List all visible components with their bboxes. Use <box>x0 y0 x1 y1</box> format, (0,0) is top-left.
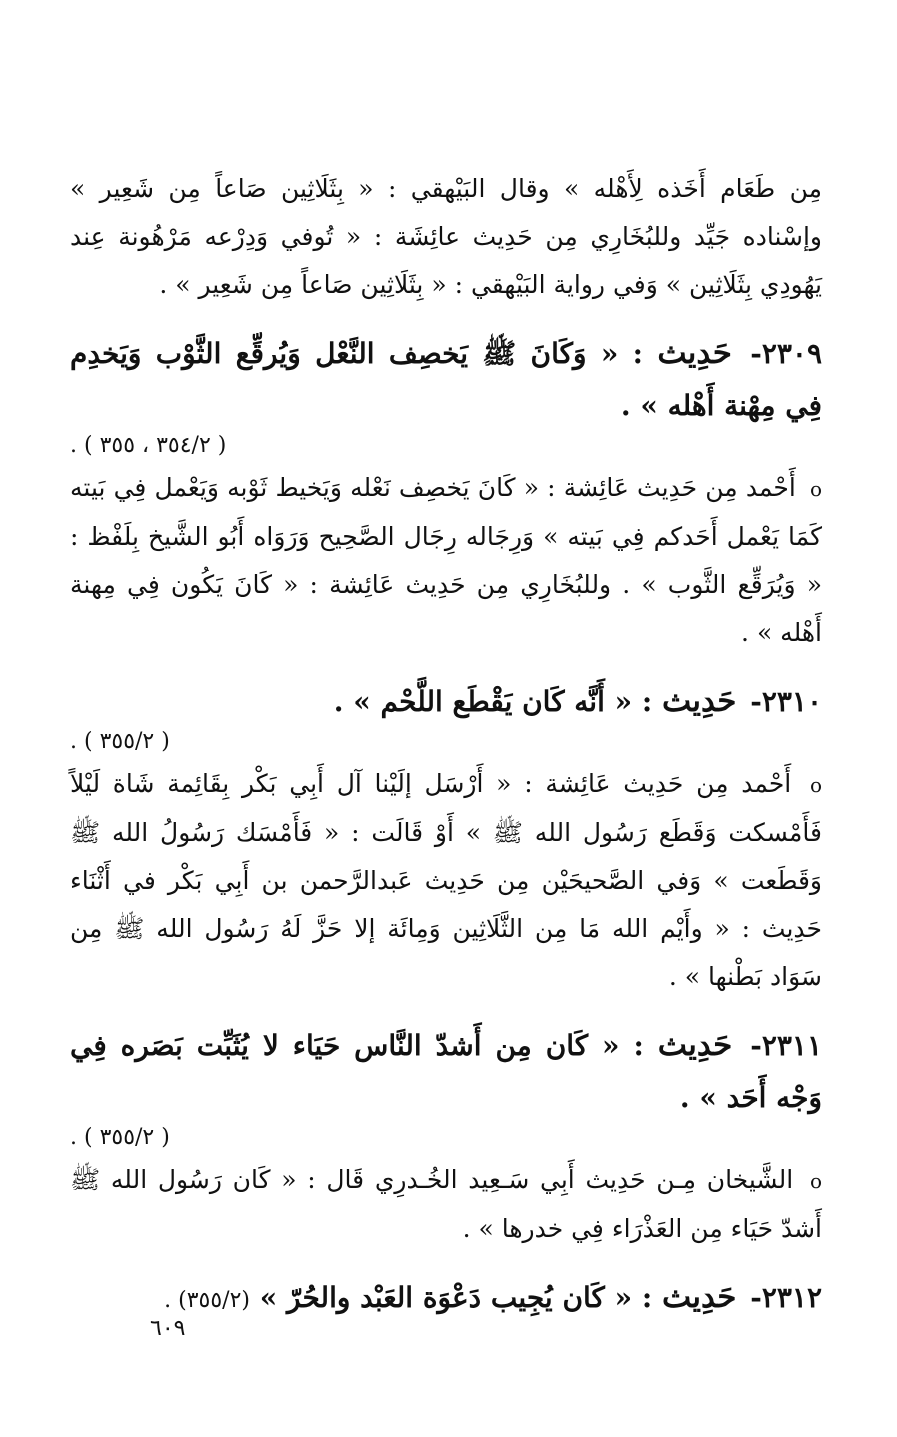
hadith-number: ٢٣٠٩- <box>750 337 822 370</box>
page-number: ٦٠٩ <box>150 1316 186 1341</box>
hadith-note <box>70 464 822 657</box>
bullet-icon: o <box>809 1169 822 1193</box>
hadith-text: : « أَنَّه كَان يَقْطَع اللَّحْم » . <box>333 685 653 718</box>
hadith-keyword: حَدِيث <box>661 1279 737 1315</box>
page-body <box>70 165 822 1327</box>
hadith-entry-2310 <box>70 675 822 1001</box>
hadith-reference: (٣٥٥/٢) . <box>164 1288 251 1313</box>
hadith-note <box>70 1156 822 1253</box>
hadith-note-text: الشَّيخان مِـن حَدِيث أَبِي سَـعِيد الخُـدرِي قَال : « كَان رَسُول الله ﷺ أَشدّ حَيَاء مِن العَذْرَاء فِي خدرها » . <box>70 1165 822 1243</box>
hadith-keyword: حَدِيث <box>657 1027 733 1063</box>
hadith-note-text: أَحْمد مِن حَدِيث عَائِشة : « أَرْسَل إلَيْنا آل أَبِي بَكْر بِقَائِمة شَاة لَيْلاً فَأَمْسكت وَقَطَع رَسُول الله ﷺ » أَوْ قَالَت : « فَأَمْسَك رَسُولُ الله ﷺ وَقَطَعت » وَفي الصَّحيحَيْن مِن حَدِيث عَبدالرَّحمن بن أَبِي بَكْر في أَثْنَاء حَدِيث : « وأَيْم الله مَا مِن الثَّلَاثِين وَمِائَة إلا حَزَّ لَهُ رَسُول الله ﷺ مِن سَوَاد بَطْنها » . <box>70 769 822 991</box>
hadith-reference: ( ٣٥٥/٢ ) . <box>70 1125 170 1150</box>
hadith-number: ٢٣١٢- <box>750 1281 822 1314</box>
hadith-keyword: حَدِيث <box>657 335 732 371</box>
hadith-number: ٢٣١٠- <box>750 685 822 718</box>
hadith-heading <box>70 327 822 464</box>
hadith-reference: ( ٣٥٤/٢ ، ٣٥٥ ) . <box>70 433 227 458</box>
bullet-icon: o <box>809 773 822 797</box>
hadith-heading <box>70 1019 822 1156</box>
hadith-number: ٢٣١١- <box>750 1029 822 1062</box>
hadith-entry-2311 <box>70 1019 822 1253</box>
hadith-reference: ( ٣٥٥/٢ ) . <box>70 729 170 754</box>
intro-paragraph: مِن طَعَام أَخَذه لِأَهْله » وقال البَيْهقي : « بِثَلَاثِين صَاعاً مِن شَعِير » وإسْناده جَيِّد وللبُخَارِي مِن حَدِيث عائِشَة : « تُوفي وَدِرْعه مَرْهُونة عِند يَهُودِي بِثَلَاثِين » وَفي رواية البَيْهقي : « بِثَلَاثِين صَاعاً مِن شَعِير » . <box>70 174 822 299</box>
hadith-text: : « كَان مِن أَشدّ النَّاس حَيَاء لا يُثَبِّت بَصَره فِي وَجْه أَحَد » . <box>70 1029 822 1114</box>
hadith-heading <box>70 675 822 760</box>
hadith-text: : « وَكَانَ ﷺ يَخصِف النَّعْل وَيُرقِّع الثَّوْب وَيَخدِم فِي مِهْنة أَهْله » . <box>70 337 822 422</box>
hadith-entry-2309 <box>70 327 822 657</box>
hadith-note-text: أَحْمد مِن حَدِيث عَائِشة : « كَانَ يَخصِف نَعْله وَيَخيط ثَوْبه وَيَعْمل فِي بَيته كَمَا يَعْمل أَحَدكم فِي بَيته » وَرِجَاله رِجَال الصَّحِيح وَرَوَاه أَبُو الشَّيخ بِلَفْظ : « وَيُرَقِّع الثَّوب » . وللبُخَارِي مِن حَدِيث عَائِشة : « كَانَ يَكُون فِي مِهنة أَهْله » . <box>70 473 822 647</box>
hadith-keyword: حَدِيث <box>661 683 737 719</box>
hadith-note <box>70 760 822 1001</box>
bullet-icon: o <box>809 477 822 501</box>
hadith-text: : « كَان يُجِيب دَعْوَة العَبْد والحُرّ » <box>259 1281 653 1314</box>
